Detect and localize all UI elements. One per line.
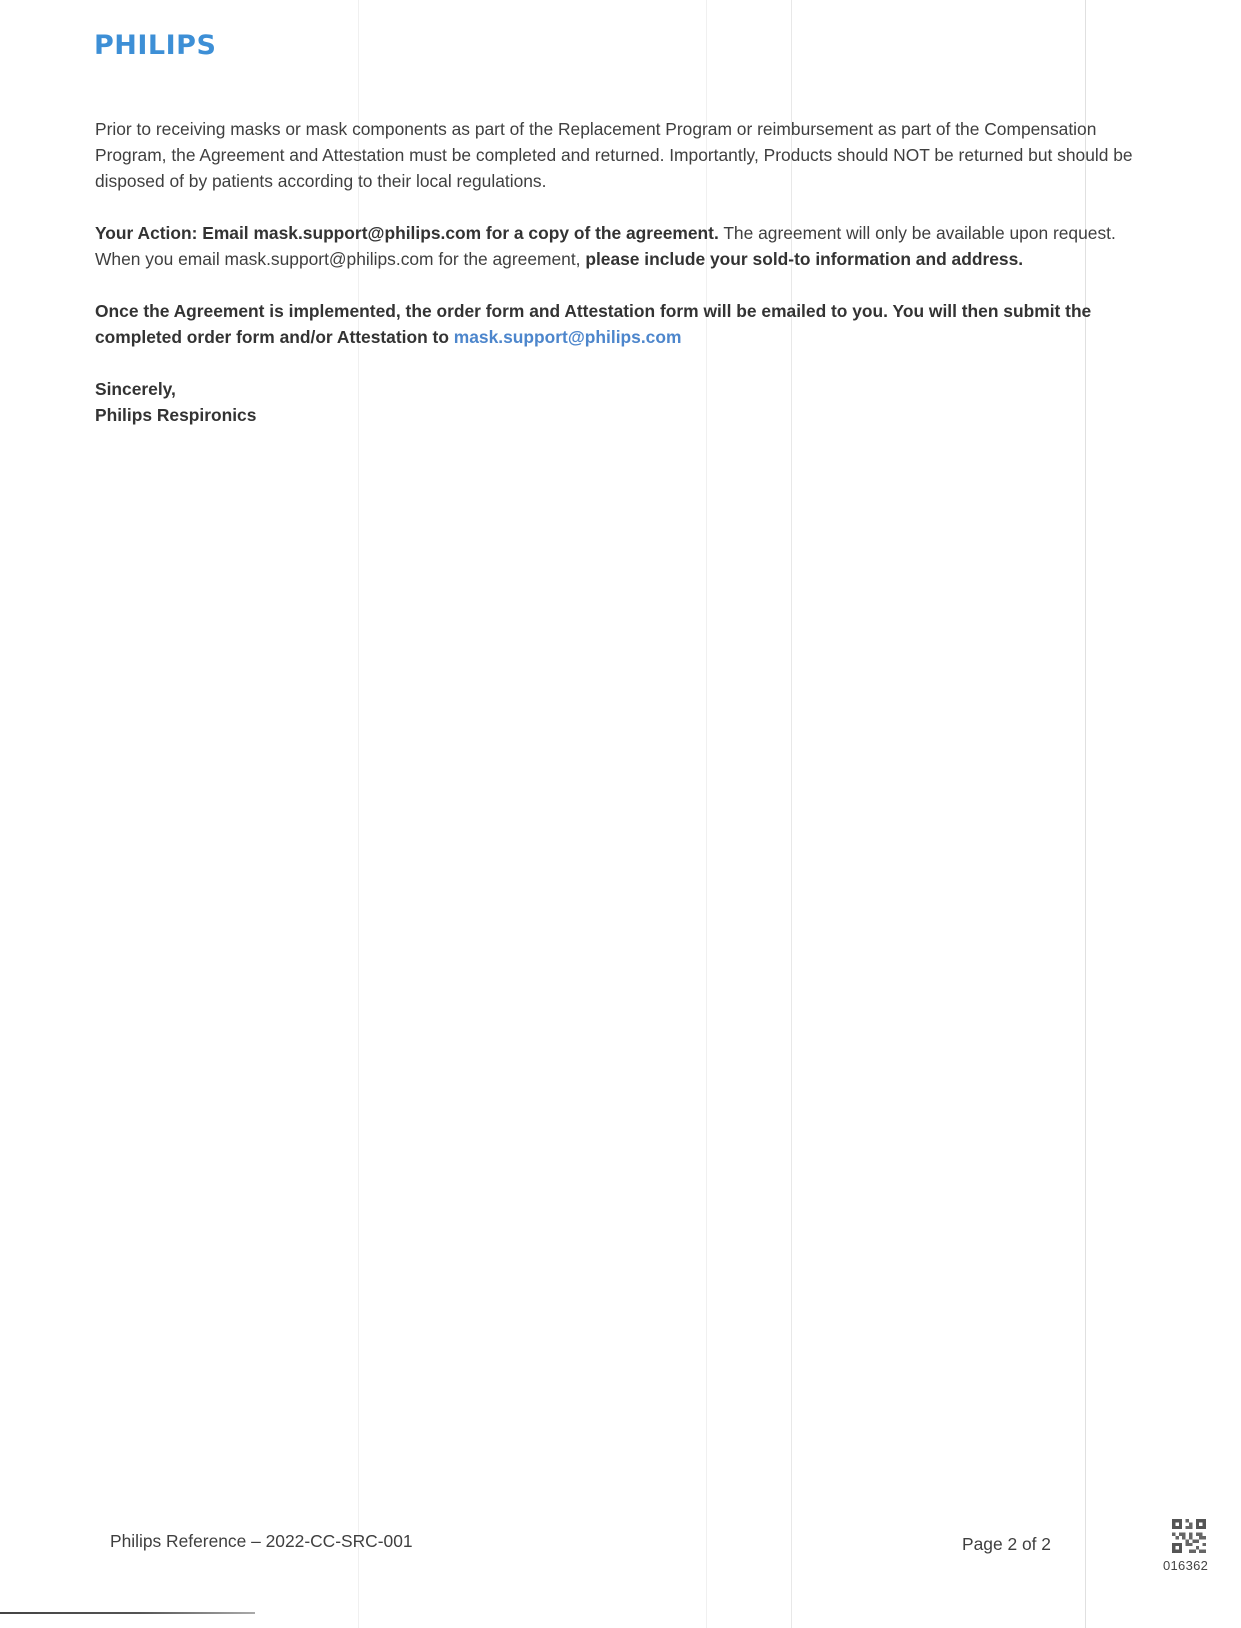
qr-code-icon bbox=[1172, 1519, 1206, 1553]
agreement-implemented-text: Once the Agreement is implemented, the order form and Attestation form will be emailed to you. You will then submit the completed order form and/or Attestation to bbox=[95, 301, 1092, 347]
your-action-text: The agreement will only be available upon request. When you email mask.support@philips.com for the agreement, bbox=[95, 223, 1116, 269]
bottom-rule bbox=[0, 1612, 255, 1614]
paragraph-your-action bbox=[95, 220, 1135, 272]
mask-support-email-link[interactable]: mask.support@philips.com bbox=[453, 327, 682, 347]
closing: Sincerely, bbox=[95, 379, 176, 399]
your-action-tail: please include your sold-to information and address. bbox=[585, 249, 1024, 269]
footer-reference: Philips Reference – 2022-CC-SRC-001 bbox=[110, 1531, 413, 1551]
paragraph-replacement-program: Prior to receiving masks or mask components as part of the Replacement Program or reimbursement as part of the Compensation Program, the Agreement and Attestation must be completed and returned. Importantly, Products should NOT be returned but should be disposed of by patients according to their local regulations. bbox=[95, 119, 1133, 191]
paragraph-agreement-implemented bbox=[95, 298, 1135, 350]
signer-name: Philips Respironics bbox=[95, 405, 257, 425]
page-number: Page 2 of 2 bbox=[962, 1534, 1051, 1554]
signoff bbox=[95, 376, 1135, 428]
letter-body bbox=[95, 116, 1135, 428]
your-action-lead: Your Action: Email mask.support@philips.com for a copy of the agreement. bbox=[95, 223, 719, 243]
philips-logo: PHILIPS bbox=[94, 30, 217, 61]
document-number: 016362 bbox=[1163, 1558, 1209, 1573]
